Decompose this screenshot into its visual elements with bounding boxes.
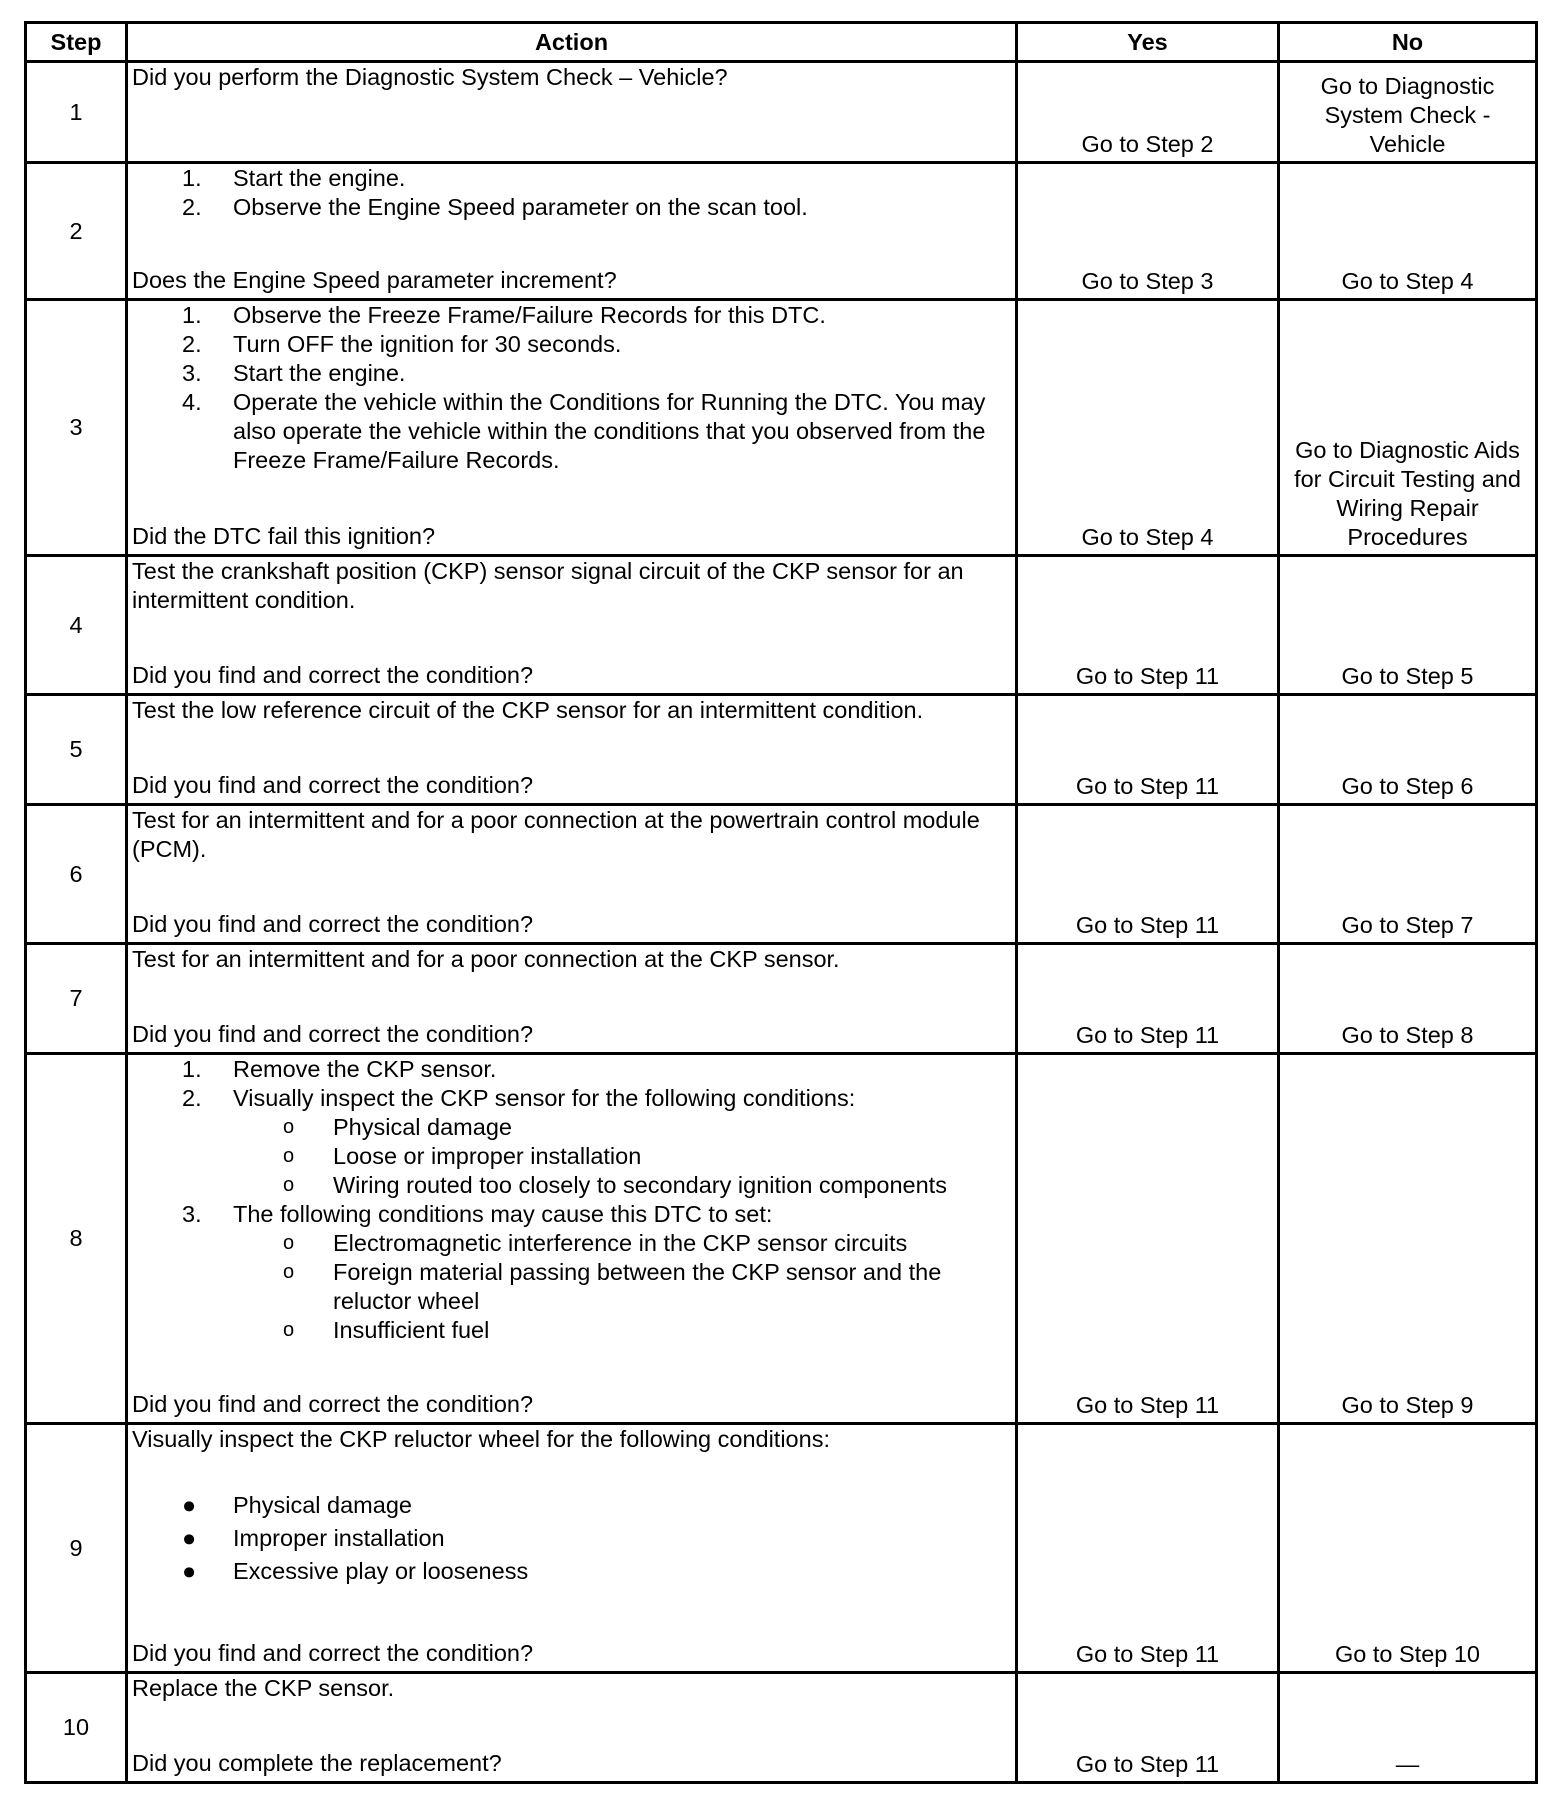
question-text: Did you find and correct the condition?: [132, 772, 534, 798]
no-result: Go to Step 9: [1279, 1054, 1537, 1424]
question-text: Did you complete the replacement?: [132, 1750, 502, 1776]
yes-result: Go to Step 11: [1017, 1424, 1279, 1673]
header-action: Action: [127, 23, 1017, 62]
question-text: Did you find and correct the condition?: [132, 1640, 534, 1666]
table-row: [26, 1673, 1537, 1783]
no-result: Go to Diagnostic Aids for Circuit Testing and Wiring Repair Procedures: [1279, 300, 1537, 556]
list-item: 3. Start the engine.: [182, 360, 406, 386]
list-item: 2. Observe the Engine Speed parameter on the scan tool.: [182, 194, 808, 220]
bullet-list: [132, 1489, 1011, 1588]
sub-list-item: o Electromagnetic interference in the CKP sensor circuits: [283, 1230, 908, 1256]
step-number: 9: [26, 1424, 127, 1673]
table-row: [26, 944, 1537, 1054]
step-number: 6: [26, 805, 127, 944]
no-result: Go to Diagnostic System Check - Vehicle: [1279, 62, 1537, 163]
step-number: 4: [26, 556, 127, 695]
sub-list: [233, 1229, 1011, 1345]
table-row: [26, 62, 1537, 163]
action-cell: [127, 805, 1017, 944]
step-number: 5: [26, 695, 127, 805]
sub-list-item: o Foreign material passing between the CKP sensor and the reluctor wheel: [283, 1259, 942, 1314]
yes-result: Go to Step 11: [1017, 556, 1279, 695]
yes-result: Go to Step 11: [1017, 1673, 1279, 1783]
yes-result: Go to Step 11: [1017, 1054, 1279, 1424]
header-step: Step: [26, 23, 127, 62]
list-item: 4. Operate the vehicle within the Conditions for Running the DTC. You may also operate the vehicle within the conditions that you observed from the Freeze Frame/Failure Records.: [182, 389, 986, 473]
header-no: No: [1279, 23, 1537, 62]
table-row: [26, 556, 1537, 695]
sub-list-item: o Insufficient fuel: [283, 1317, 490, 1343]
action-cell: [127, 1673, 1017, 1783]
sub-list-item: o Loose or improper installation: [283, 1143, 642, 1169]
action-cell: [127, 695, 1017, 805]
numbered-list: [132, 164, 1011, 222]
header-yes: Yes: [1017, 23, 1279, 62]
sub-list-item: o Physical damage: [283, 1114, 512, 1140]
action-text: Test for an intermittent and for a poor connection at the powertrain control module (PCM).: [132, 807, 980, 862]
yes-result: Go to Step 4: [1017, 300, 1279, 556]
question-text: Did the DTC fail this ignition?: [132, 523, 436, 549]
question-text: Did you find and correct the condition?: [132, 1391, 534, 1417]
yes-result: Go to Step 11: [1017, 695, 1279, 805]
table-row: [26, 805, 1537, 944]
step-number: 10: [26, 1673, 127, 1783]
step-number: 8: [26, 1054, 127, 1424]
diagnostic-table: [24, 21, 1538, 1784]
action-text: Replace the CKP sensor.: [132, 1675, 395, 1701]
yes-result: Go to Step 11: [1017, 944, 1279, 1054]
question-text: Did you find and correct the condition?: [132, 911, 534, 937]
list-item: 1. Remove the CKP sensor.: [182, 1056, 497, 1082]
action-cell: [127, 163, 1017, 300]
no-result: Go to Step 6: [1279, 695, 1537, 805]
no-result: Go to Step 5: [1279, 556, 1537, 695]
table-row: [26, 695, 1537, 805]
action-cell: [127, 1054, 1017, 1424]
table-row: [26, 1424, 1537, 1673]
no-result: Go to Step 7: [1279, 805, 1537, 944]
list-item: 2. Visually inspect the CKP sensor for the following conditions: o Physical damage o Loose or improper installation o Wiring routed too closely to secondary ignition components: [132, 1084, 1011, 1200]
action-text: Visually inspect the CKP reluctor wheel for the following conditions:: [132, 1426, 830, 1452]
list-item: 2. Turn OFF the ignition for 30 seconds.: [182, 331, 622, 357]
header-row: [26, 23, 1537, 62]
question-text: Did you find and correct the condition?: [132, 662, 534, 688]
action-text: Test for an intermittent and for a poor connection at the CKP sensor.: [132, 946, 840, 972]
action-cell: [127, 1424, 1017, 1673]
no-result: Go to Step 8: [1279, 944, 1537, 1054]
no-result: Go to Step 4: [1279, 163, 1537, 300]
numbered-list: [132, 1055, 1011, 1345]
list-item: 3. The following conditions may cause this DTC to set: o Electromagnetic interference in the CKP sensor circuits o Foreign material passing between the CKP sensor and the reluctor wheel o Insufficient fuel: [132, 1200, 1011, 1345]
action-cell: [127, 62, 1017, 163]
action-text: Did you perform the Diagnostic System Check – Vehicle?: [132, 64, 728, 90]
action-cell: [127, 300, 1017, 556]
table-row: [26, 1054, 1537, 1424]
list-item: ● Improper installation: [182, 1525, 445, 1551]
yes-result: Go to Step 3: [1017, 163, 1279, 300]
sub-list: [233, 1113, 1011, 1200]
yes-result: Go to Step 11: [1017, 805, 1279, 944]
step-number: 2: [26, 163, 127, 300]
question-text: Did you find and correct the condition?: [132, 1021, 534, 1047]
table-row: [26, 163, 1537, 300]
action-text: Test the low reference circuit of the CKP sensor for an intermittent condition.: [132, 697, 924, 723]
yes-result: Go to Step 2: [1017, 62, 1279, 163]
list-item: ● Excessive play or looseness: [182, 1558, 529, 1584]
list-item: 1. Start the engine.: [182, 165, 406, 191]
sub-list-item: o Wiring routed too closely to secondary ignition components: [283, 1172, 947, 1198]
no-result: —: [1279, 1673, 1537, 1783]
table-row: [26, 300, 1537, 556]
list-item: 1. Observe the Freeze Frame/Failure Records for this DTC.: [182, 302, 826, 328]
no-result: Go to Step 10: [1279, 1424, 1537, 1673]
question-text: Does the Engine Speed parameter increment?: [132, 267, 617, 293]
list-item: ● Physical damage: [182, 1492, 412, 1518]
action-cell: [127, 944, 1017, 1054]
step-number: 3: [26, 300, 127, 556]
numbered-list: [132, 301, 1011, 475]
action-text: Test the crankshaft position (CKP) sensor signal circuit of the CKP sensor for an intermittent condition.: [132, 558, 964, 613]
step-number: 1: [26, 62, 127, 163]
action-cell: [127, 556, 1017, 695]
step-number: 7: [26, 944, 127, 1054]
